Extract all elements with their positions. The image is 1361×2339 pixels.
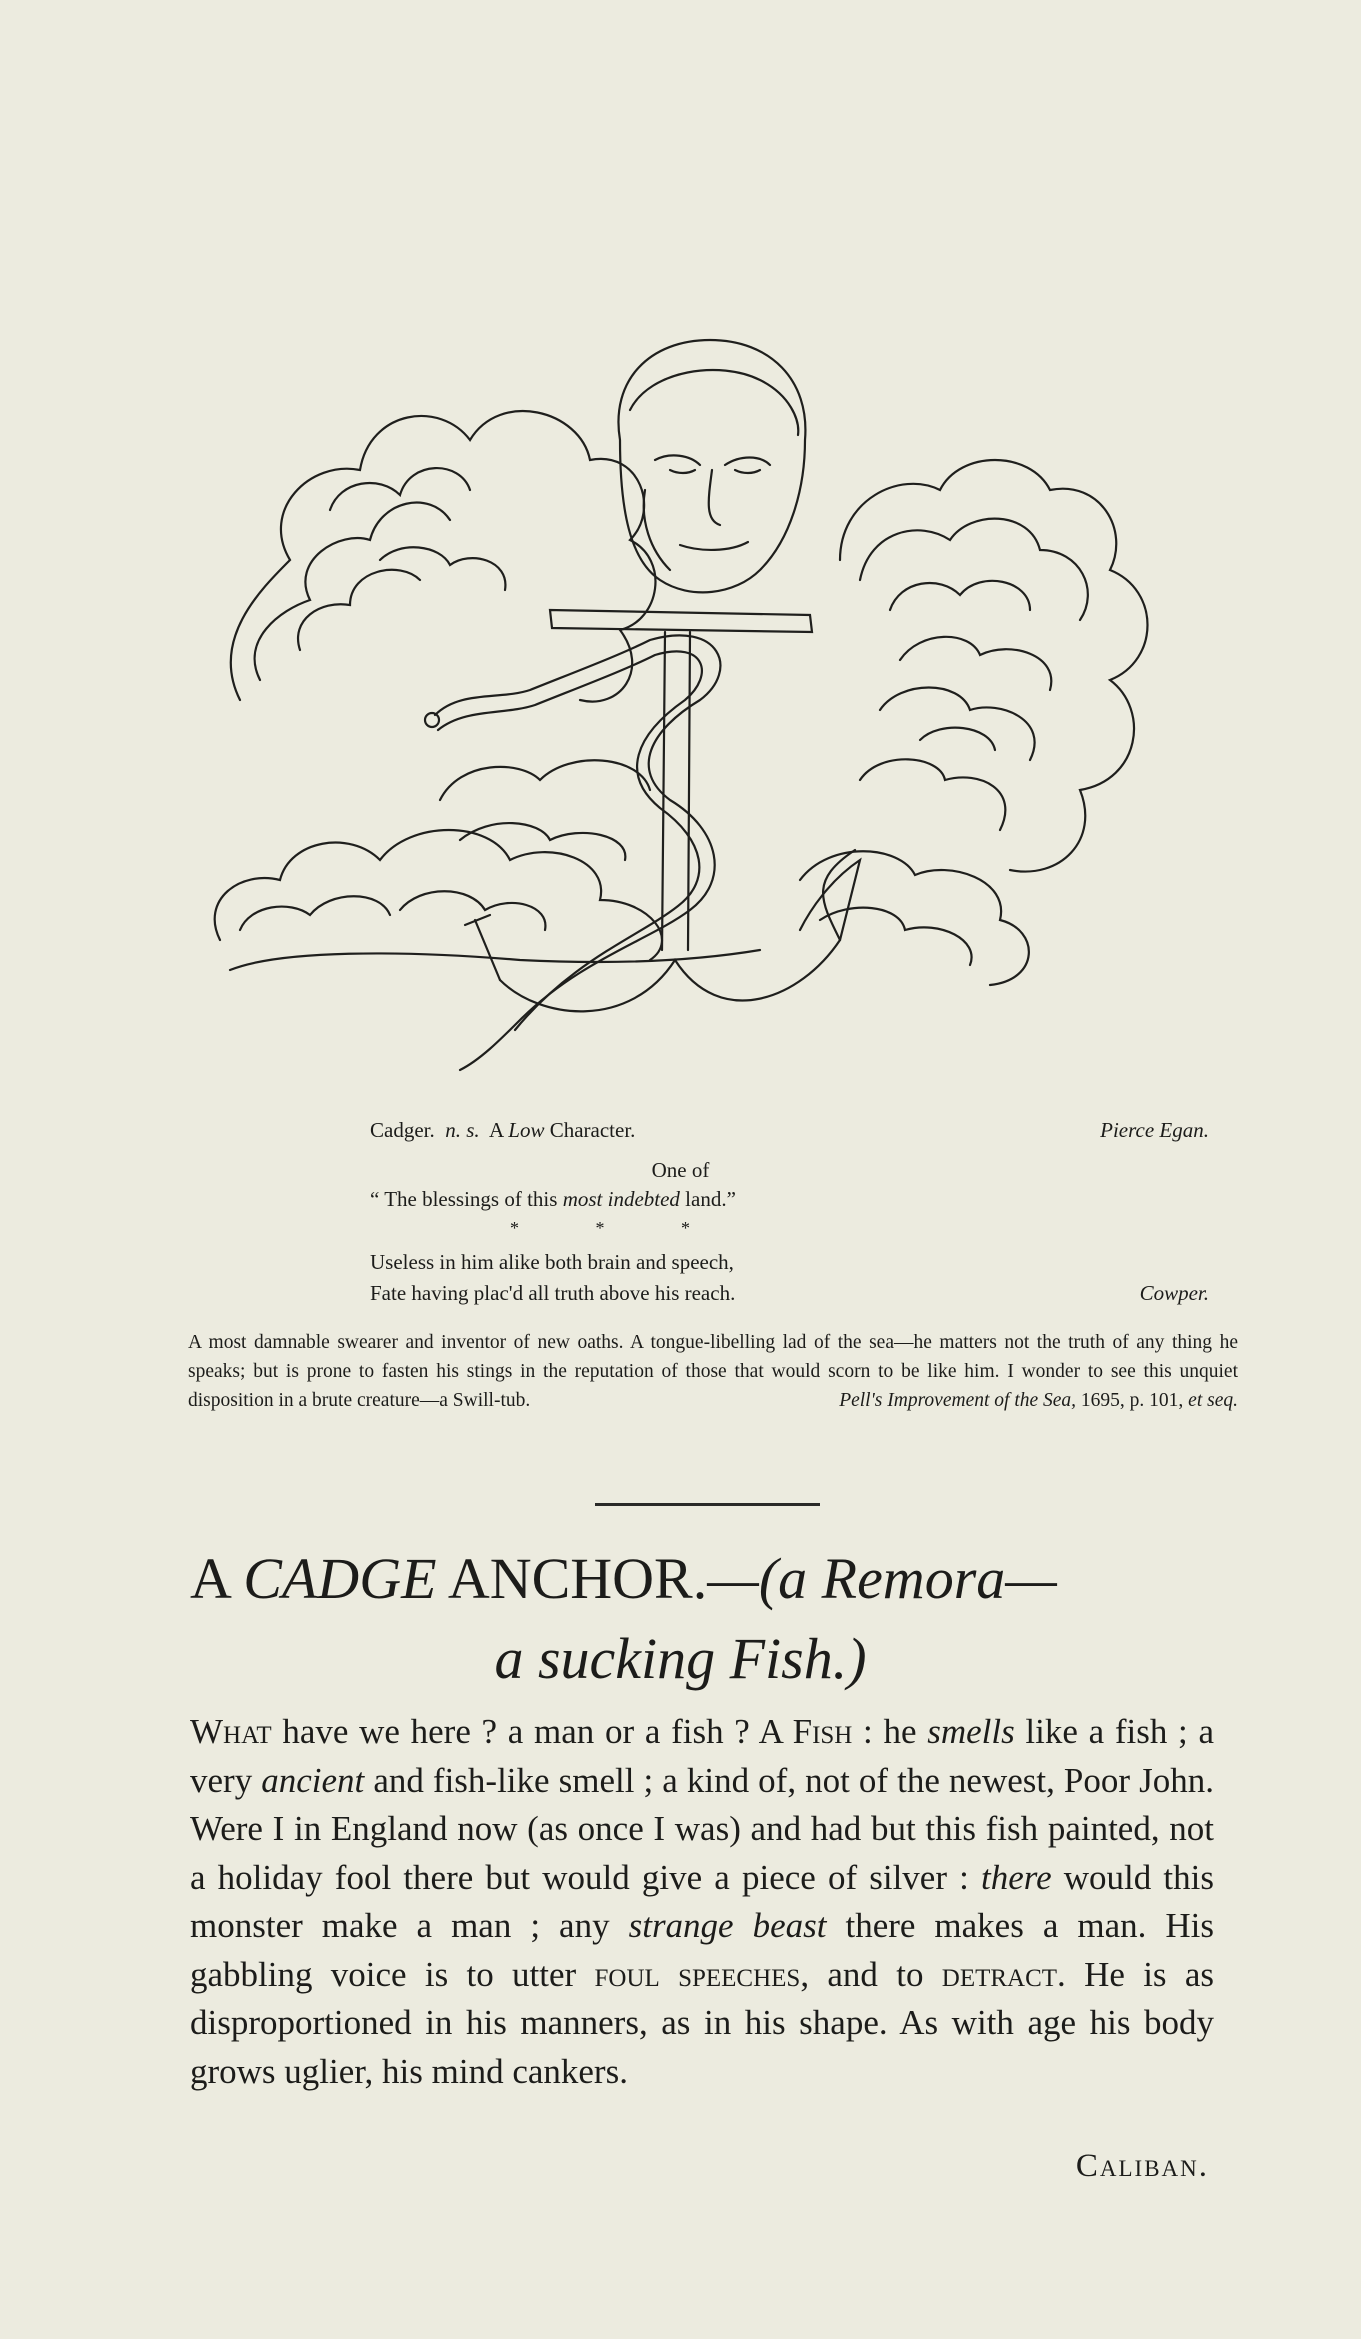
caption-blessings-line (370, 1187, 736, 1212)
body-ancient: ancient (261, 1760, 365, 1800)
title-remora: —(a Remora— (707, 1546, 1057, 1611)
caption-verse-1: Useless in him alike both brain and speech, (370, 1250, 734, 1274)
body-s6: there makes a man. His gabbling voice is to utter (190, 1906, 1214, 1994)
title-anchor: ANCHOR. (447, 1546, 708, 1611)
body-fish: Fish (792, 1712, 853, 1751)
quote-passage (188, 1328, 1238, 1415)
caption-verse-source: Cowper. (1139, 1281, 1209, 1305)
anchor-shank (662, 632, 690, 950)
body-foul: foul speeches (594, 1954, 801, 1994)
anchor-stock (550, 610, 812, 632)
title-cadge: CADGE (243, 1546, 437, 1611)
caption-term: Cadger. (370, 1118, 435, 1142)
caption-def-low: Low (508, 1118, 545, 1142)
cloud-right (840, 460, 1148, 872)
body-s8: . He is as disproportioned in his manners, as in his shape. As with age his body grows uglier, his mind cankers. (190, 1954, 1215, 2091)
body-s3: like a fish ; a very (190, 1712, 1214, 1800)
caption-one-of: One of (651, 1158, 710, 1182)
title-a: A (190, 1546, 229, 1611)
caption-pos: n. s. (445, 1118, 480, 1142)
page-title (190, 1545, 1220, 1612)
body-s1: have we here ? a man or a fish ? A (271, 1712, 793, 1751)
quote-cite-b: 1695, p. 101, (1080, 1390, 1184, 1411)
body-detract: detract (941, 1954, 1058, 1994)
body-s2: : he (852, 1712, 928, 1751)
caption-line1-em: most indebted (562, 1187, 680, 1211)
body-what: What (190, 1712, 272, 1751)
page-subtitle: a sucking Fish.) (494, 1626, 867, 1691)
body-paragraph (190, 1708, 1214, 2096)
caption-line1-b: land.” (685, 1187, 736, 1211)
caption-def-a: A (489, 1118, 504, 1142)
body-smells: smells (927, 1712, 1015, 1751)
body-there: there (981, 1857, 1052, 1897)
engraving-illustration (200, 260, 1220, 1110)
quote-cite-c: et seq. (1188, 1390, 1238, 1411)
attribution: Caliban. (1075, 2148, 1209, 2184)
caption-definition (370, 1118, 635, 1143)
caption-def-b: Character. (549, 1118, 636, 1142)
caption-verse-2: Fate having plac'd all truth above his reach. (370, 1281, 736, 1305)
quote-text: A most damnable swearer and inventor of new oaths. A tongue-libelling lad of the sea—he matters not the truth of any thing he speaks; but is prone to fasten his stings in the reputation of those that would scorn to be like him. I wonder to see this unquiet disposition in a brute creature—a Swill-tub. (188, 1332, 1238, 1411)
quote-citation (839, 1386, 1238, 1415)
caption-source: Pierce Egan. (1100, 1118, 1209, 1142)
caption-line1-a: “ The blessings of this (370, 1187, 558, 1211)
body-strange: strange beast (628, 1906, 827, 1945)
serpent (435, 635, 720, 1070)
cloud-bottom (215, 830, 662, 960)
body-s5: would this monster make a man ; any (190, 1857, 1214, 1945)
quote-cite-a: Pell's Improvement of the Sea, (839, 1390, 1077, 1411)
section-divider (595, 1503, 820, 1506)
body-s4: and fish-like smell ; a kind of, not of the newest, Poor John. Were I in England now (as once I was) and had but this fish painted, not a holiday fool there but would give a piece of silver : (190, 1760, 1214, 1897)
body-s7: , and to (800, 1954, 942, 1994)
caption-stars: * * * (510, 1218, 726, 1238)
